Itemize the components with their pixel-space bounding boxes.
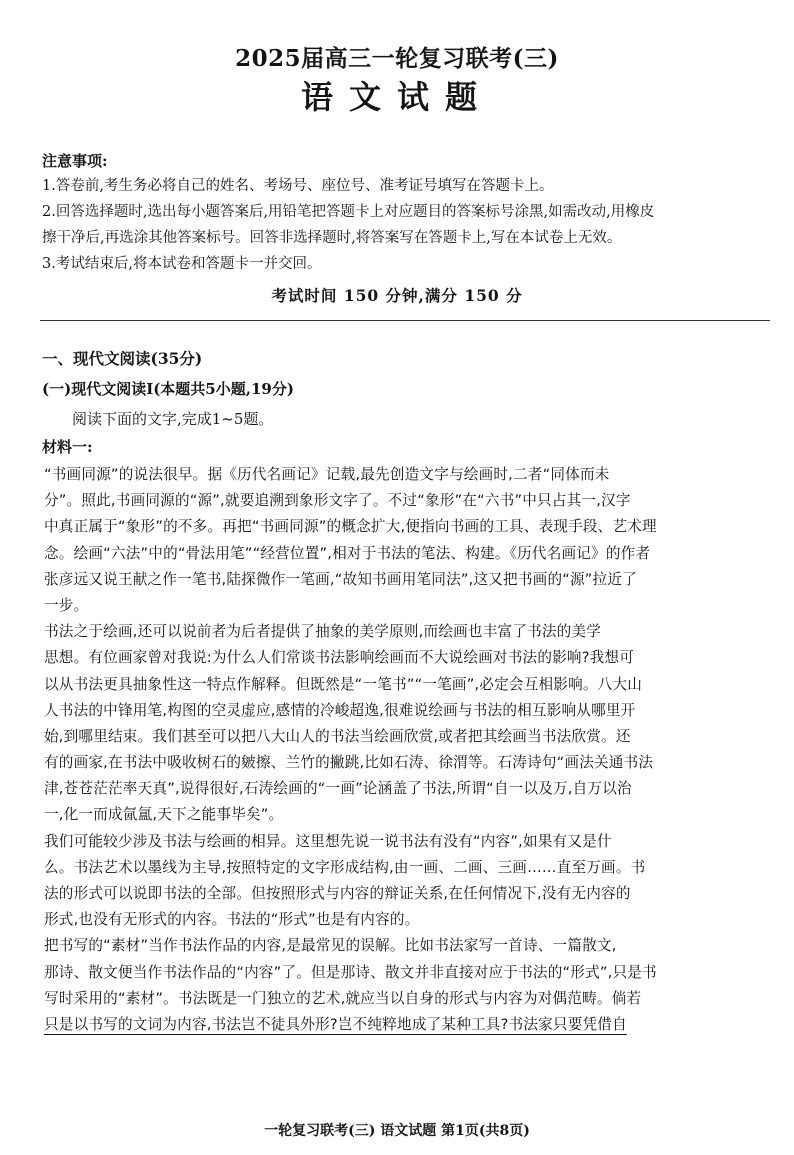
page-footer: 一轮复习联考(三) 语文试题 第1页(共8页)	[264, 1123, 530, 1139]
notice-block	[42, 150, 762, 277]
passage-line: 津,苍苍茫茫率天真”,说得很好,石涛绘画的“一画”论涵盖了书法,所谓“自一以及万,自万以治	[44, 780, 632, 798]
notice-line: 1.答卷前,考生务必将自己的姓名、考场号、座位号、准考证号填写在答题卡上。	[42, 178, 554, 194]
passage-body	[44, 462, 756, 1038]
passage-line: 以从书法更具抽象性这一特点作解释。但既然是“一笔书”“一笔画”,必定会互相影响。八大山	[44, 675, 643, 693]
subsection-title: (一)现代文阅读Ⅰ(本题共5小题,19分)	[42, 380, 294, 398]
passage-line: 写时采用的“素材”。书法既是一门独立的艺术,就应当以自身的形式与内容为对偶范畴。倘若	[44, 989, 642, 1007]
passage-line: 只是以书写的文词为内容,书法岂不徒具外形?岂不纯粹地成了某种工具?书法家只要凭借自	[44, 1015, 627, 1033]
passage-line: 把书写的“素材”当作书法作品的内容,是最常见的误解。比如书法家写一首诗、一篇散文,	[44, 937, 617, 955]
passage-line: 张彦远又说王献之作一笔书,陆探微作一笔画,“故知书画用笔同法”,这又把书画的“源”拉近了	[44, 570, 637, 588]
notice-line: 2.回答选择题时,选出每小题答案后,用铅笔把答题卡上对应题目的答案标号涂黑,如需改动,用橡皮	[42, 204, 655, 220]
notice-line: 擦干净后,再选涂其他答案标号。回答非选择题时,将答案写在答题卡上,写在本试卷上无效。	[42, 230, 622, 246]
exam-duration-info: 考试时间 150 分钟,满分 150 分	[271, 286, 523, 305]
notice-heading: 注意事项:	[42, 152, 108, 170]
passage-line: 一,化一而成氤氲,天下之能事毕矣”。	[44, 806, 284, 824]
passage-line: 思想。有位画家曾对我说:为什么人们常谈书法影响绘画而不大说绘画对书法的影响?我想可	[44, 649, 635, 667]
passage-line: 念。绘画“六法”中的“骨法用笔”“经营位置”,相对于书法的笔法、构建。《历代名画记》的作者	[44, 544, 651, 562]
subject-title: 语文试题	[300, 78, 493, 116]
material-label: 材料一:	[42, 438, 93, 456]
passage-line: 始,到哪里结束。我们甚至可以把八大山人的书法当绘画欣赏,或者把其绘画当书法欣赏。还	[44, 727, 631, 745]
section-title: 一、现代文阅读(35分)	[42, 349, 203, 368]
passage-line: 那诗、散文便当作书法作品的“内容”了。但是那诗、散文并非直接对应于书法的“形式”,只是书	[44, 963, 657, 981]
passage-line: 一步。	[44, 596, 89, 614]
reading-instruction: 阅读下面的文字,完成1~5题。	[72, 410, 274, 428]
passage-line: 有的画家,在书法中吸收树石的皴擦、兰竹的撇跳,比如石涛、徐渭等。石涛诗句“画法关通书法	[44, 754, 654, 772]
exam-title: 2025届高三一轮复习联考(三)	[235, 45, 559, 72]
passage-line: 形式,也没有无形式的内容。书法的“形式”也是有内容的。	[44, 911, 420, 929]
passage-line: 中真正属于“象形”的不多。再把“书画同源”的概念扩大,便指向书画的工具、表现手段、艺术理	[44, 518, 657, 536]
header-divider	[40, 320, 770, 321]
notice-line: 3.考试结束后,将本试卷和答题卡一并交回。	[42, 256, 322, 272]
passage-line: 人书法的中锋用笔,构图的空灵虚应,感情的冷峻超逸,很难说绘画与书法的相互影响从哪里开	[44, 701, 636, 719]
passage-line: 法的形式可以说即书法的全部。但按照形式与内容的辩证关系,在任何情况下,没有无内容的	[44, 885, 631, 902]
passage-line: 我们可能较少涉及书法与绘画的相异。这里想先说一说书法有没有“内容”,如果有又是什	[44, 832, 612, 850]
passage-line: 书法之于绘画,还可以说前者为后者提供了抽象的美学原则,而绘画也丰富了书法的美学	[44, 623, 602, 641]
passage-line: 分”。照此,书画同源的“源”,就要追溯到象形文字了。不过“象形”在“六书”中只占其一,汉字	[44, 492, 631, 510]
passage-line: 么。书法艺术以墨线为主导,按照特定的文字形成结构,由一画、二画、三画……直至万画。书	[44, 858, 646, 876]
passage-line: “书画同源”的说法很早。据《历代名画记》记载,最先创造文字与绘画时,二者“同体而未	[44, 466, 610, 483]
